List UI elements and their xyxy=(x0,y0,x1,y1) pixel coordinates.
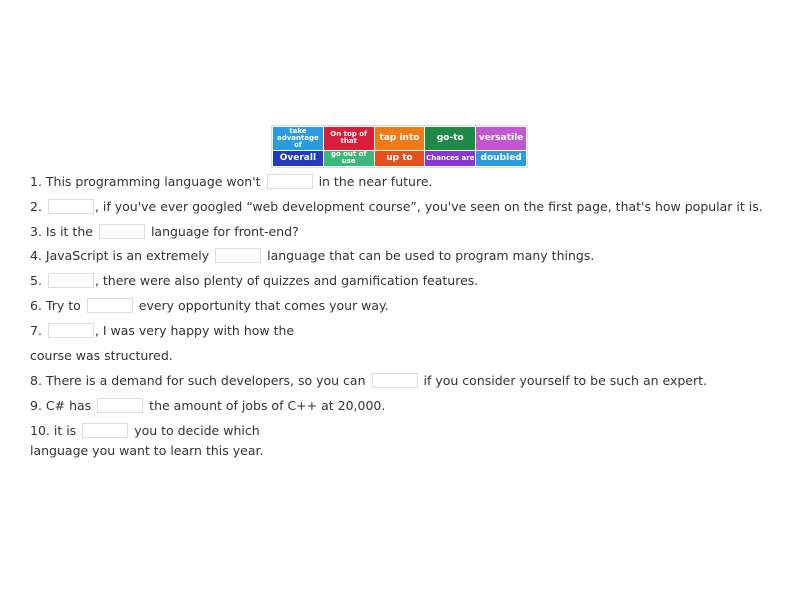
sentence-text: in the near future. xyxy=(318,173,433,189)
sentence-text: , I was very happy with how the xyxy=(94,322,295,338)
word-tile[interactable]: doubled xyxy=(476,151,526,167)
sentence xyxy=(30,421,260,439)
word-tile[interactable]: Chances are xyxy=(425,151,475,167)
sentence-text: , if you've ever googled “web development course”, you've seen on the first page, that's how popular it is. xyxy=(94,198,763,214)
sentence xyxy=(30,371,707,389)
sentence-text: 8. There is a demand for such developers, so you can xyxy=(30,372,366,388)
answer-blank[interactable] xyxy=(99,224,145,239)
answer-blank[interactable] xyxy=(82,423,128,438)
sentence xyxy=(30,222,299,240)
sentence-text: you to decide which xyxy=(134,422,260,438)
answer-blank[interactable] xyxy=(372,373,418,388)
sentence-continuation: language you want to learn this year. xyxy=(30,442,264,458)
word-tile[interactable]: up to xyxy=(375,151,425,167)
word-tile[interactable]: On top of that xyxy=(324,127,374,150)
sentence-text: 10. it is xyxy=(30,422,77,438)
sentence-text: 1. This programming language won't xyxy=(30,173,261,189)
sentence-text: 2. xyxy=(30,198,42,214)
word-tile[interactable]: versatile xyxy=(476,127,526,150)
sentence-text: 5. xyxy=(30,272,42,288)
answer-blank[interactable] xyxy=(215,248,261,263)
sentence xyxy=(30,197,763,215)
answer-blank[interactable] xyxy=(48,199,94,214)
answer-blank[interactable] xyxy=(97,398,143,413)
sentence-text: , there were also plenty of quizzes and gamification features. xyxy=(94,272,479,288)
sentence-text: the amount of jobs of C++ at 20,000. xyxy=(149,397,386,413)
word-tile[interactable]: go out of use xyxy=(324,151,374,167)
sentence-text: language for front-end? xyxy=(150,223,299,239)
sentence xyxy=(30,296,389,314)
answer-blank[interactable] xyxy=(267,174,313,189)
word-tile[interactable]: tap into xyxy=(375,127,425,150)
sentence-text: language that can be used to program many things. xyxy=(267,247,595,263)
sentence xyxy=(30,172,432,190)
sentence-text: 4. JavaScript is an extremely xyxy=(30,247,210,263)
sentence-text: 7. xyxy=(30,322,42,338)
sentence-text: 6. Try to xyxy=(30,297,81,313)
sentence-text: 9. C# has xyxy=(30,397,92,413)
sentence xyxy=(30,246,594,264)
sentence-text: 3. Is it the xyxy=(30,223,93,239)
sentence-text: every opportunity that comes your way. xyxy=(138,297,389,313)
word-tile[interactable]: take advantage of xyxy=(273,127,323,150)
word-tile[interactable]: go-to xyxy=(425,127,475,150)
answer-blank[interactable] xyxy=(48,323,94,338)
sentence-text: if you consider yourself to be such an expert. xyxy=(423,372,708,388)
sentence-continuation: course was structured. xyxy=(30,347,173,363)
answer-blank[interactable] xyxy=(87,298,133,313)
word-tile[interactable]: Overall xyxy=(273,151,323,167)
sentence xyxy=(30,396,385,414)
word-bank xyxy=(271,125,528,168)
sentence xyxy=(30,321,294,339)
answer-blank[interactable] xyxy=(48,273,94,288)
sentence xyxy=(30,271,478,289)
